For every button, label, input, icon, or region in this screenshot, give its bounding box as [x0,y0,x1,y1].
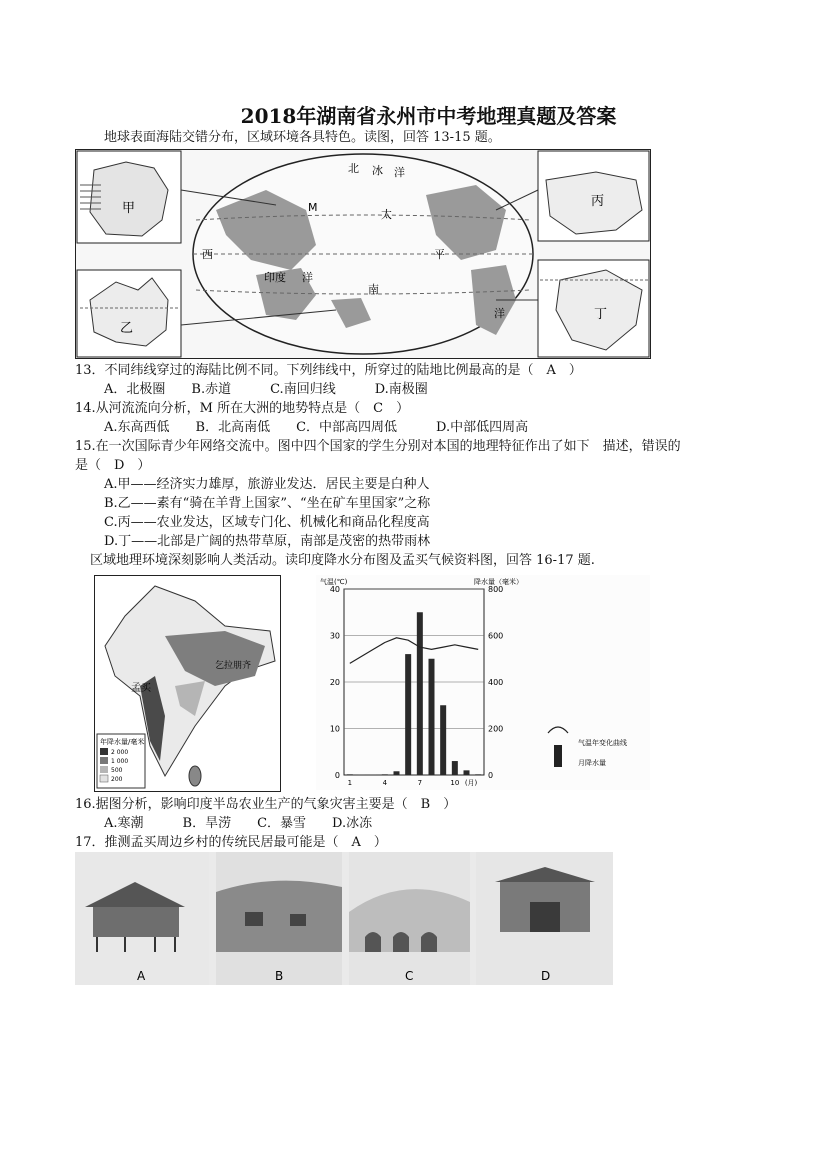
photo-label-b: B [275,969,284,983]
label-ping: 平 [434,248,445,261]
label-nan-1: 南 [368,283,379,296]
label-ding: 丁 [594,307,608,322]
label-india-2: 洋 [302,271,313,284]
x-tick-label: 1 [347,779,353,787]
legend-title: 年降水量/毫米 [100,738,145,746]
label-north-1: 北 [348,162,359,175]
precip-bar [440,705,446,775]
precip-bar [452,761,458,775]
intro-text-1: 地球表面海陆交错分布，区域环境各具特色。读图，回答 13-15 题。 [104,130,501,145]
label-jia: 甲 [122,201,136,216]
city-cherrapunji: 乞拉朋齐 [215,661,252,671]
dwelling-photos [75,852,613,985]
legend-precipitation: 月降水量 [578,759,606,767]
temp-tick-label: 20 [329,678,340,687]
q17-stem: 17．推测孟买周边乡村的传统民居最可能是（ A ） [75,835,387,850]
legend-item-2: 1 000 [111,758,129,765]
precip-bar [405,654,411,775]
city-mumbai: 孟买 [131,683,151,694]
precip-bar [347,774,353,775]
right-axis-label: 降水量（毫米） [474,578,523,586]
q15-option-a: A.甲——经济实力雄厚，旅游业发达．居民主要是白种人 [104,477,430,492]
label-india-1: 印度 [264,271,286,284]
q15-option-b: B.乙——素有“骑在羊背上国家”、“坐在矿车里国家”之称 [104,496,431,511]
x-tick-label: 4 [382,779,388,787]
precip-bar [417,612,423,775]
photo-label-a: A [137,969,146,983]
q15-option-c: C.丙——农业发达，区域专门化、机械化和商品化程度高 [104,515,430,530]
q15-stem-line1: 15.在一次国际青少年网络交流中。图中四个国家的学生分别对本国的地理特征作出了如下 描述，错误的 [75,439,681,454]
q14-stem: 14.从河流流向分析，M 所在大洲的地势特点是（ C ） [75,401,410,416]
precip-bar [394,771,400,775]
legend-line-symbol [548,727,568,733]
label-nan-2: 洋 [494,307,505,320]
photo-label-d: D [541,969,551,983]
label-north-3: 洋 [394,166,405,179]
temp-tick-label: 30 [329,631,340,641]
climate-chart-svg [316,575,650,790]
precip-tick-label: 800 [488,585,504,594]
label-yi: 乙 [120,321,134,336]
photo-label-c: C [405,969,414,983]
label-m: M [308,201,318,214]
q14-options: A.东高西低 B．北高南低 C．中部高四周低 D.中部低四周高 [104,420,529,435]
q15-stem-line2: 是（ D ） [75,458,151,473]
india-precipitation-map [94,575,281,792]
x-tick-label: 10 [450,779,460,787]
x-tick-label: 7 [417,779,423,787]
left-axis-label: 气温(℃) [320,578,348,586]
precip-tick-label: 400 [488,678,504,687]
legend-item-3: 500 [111,767,123,774]
precip-bar [464,770,470,775]
world-map-figure [75,149,651,359]
temp-tick-label: 0 [334,771,340,780]
q13-options: A．北极圈 B.赤道 C.南回归线 D.南极圈 [104,382,428,397]
label-tai: 太 [381,208,392,221]
intro-text-2: 区域地理环境深刻影响人类活动。读印度降水分布图及孟买气候资料图，回答 16-17 题. [90,553,595,568]
legend-item-1: 2 000 [111,749,129,756]
q15-option-d: D.丁——北部是广阔的热带草原，南部是茂密的热带雨林 [104,534,431,549]
precip-tick-label: 0 [488,771,494,780]
legend-bar-symbol [554,745,562,767]
temp-tick-label: 40 [329,585,340,594]
label-xi: 西 [202,248,213,261]
precip-tick-label: 200 [488,724,504,734]
x-unit-label: (月) [464,779,478,787]
q16-stem: 16.据图分析，影响印度半岛农业生产的气象灾害主要是（ B ） [75,797,457,812]
legend-temperature: 气温年变化曲线 [578,739,627,747]
page-title: 2018年湖南省永州市中考地理真题及答案 [240,104,617,128]
precip-bar [382,774,388,775]
mumbai-climate-chart [316,575,650,790]
label-north-2: 冰 [372,164,383,177]
precip-bar [429,659,435,775]
legend-item-4: 200 [111,776,123,783]
precip-tick-label: 600 [488,631,504,641]
temperature-line [350,638,478,664]
label-bing: 丙 [591,194,605,209]
q16-options: A.寒潮 B．旱涝 C．暴雪 D.冰冻 [104,816,373,831]
precip-bar [475,774,481,775]
q13-stem: 13．不同纬线穿过的海陆比例不同。下列纬线中，所穿过的陆地比例最高的是（ A ） [75,363,582,378]
temp-tick-label: 10 [329,724,340,734]
